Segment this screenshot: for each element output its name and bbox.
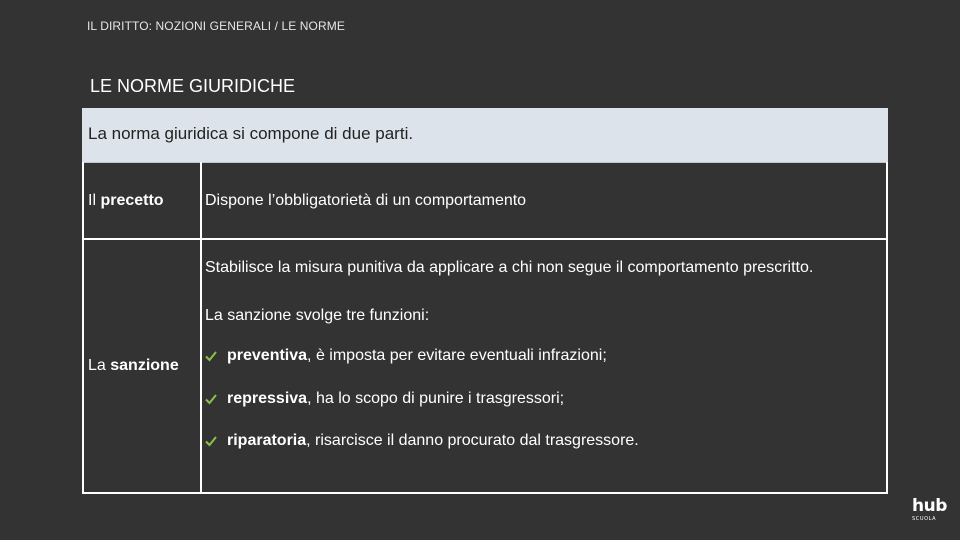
table-row-precetto bbox=[82, 162, 888, 240]
logo-main-text: hub bbox=[912, 496, 947, 516]
sanzione-text-1: Stabilisce la misura punitiva da applicare a chi non segue il comportamento prescritto. bbox=[205, 259, 814, 276]
precetto-label bbox=[88, 192, 164, 210]
function-description: , ha lo scopo di punire i trasgressori; bbox=[307, 390, 565, 407]
precetto-label-prefix: Il bbox=[88, 192, 101, 209]
sanzione-label-prefix: La bbox=[88, 357, 111, 374]
check-icon bbox=[204, 392, 218, 406]
table-row-sanzione bbox=[82, 240, 888, 494]
function-name: preventiva bbox=[227, 347, 308, 364]
breadcrumb: IL DIRITTO: NOZIONI GENERALI / LE NORME bbox=[87, 19, 345, 33]
norma-table bbox=[82, 108, 888, 494]
function-description: , risarcisce il danno procurato dal trasgressore. bbox=[306, 432, 639, 449]
list-item bbox=[204, 390, 564, 408]
precetto-label-bold: precetto bbox=[100, 192, 164, 209]
logo-sub-text: SCUOLA bbox=[912, 516, 937, 522]
column-divider bbox=[200, 162, 202, 238]
column-divider bbox=[200, 240, 202, 492]
table-header bbox=[82, 108, 888, 163]
hub-scuola-logo bbox=[912, 498, 946, 526]
sanzione-text-2: La sanzione svolge tre funzioni: bbox=[205, 307, 430, 324]
list-item bbox=[204, 347, 607, 365]
check-icon bbox=[204, 434, 218, 448]
sanzione-label-bold: sanzione bbox=[110, 357, 179, 374]
page-title: LE NORME GIURIDICHE bbox=[90, 76, 296, 96]
function-name: riparatoria bbox=[227, 432, 307, 449]
table-header-text: La norma giuridica si compone di due parti. bbox=[88, 124, 414, 143]
precetto-text: Dispone l’obbligatorietà di un comportamento bbox=[205, 192, 527, 209]
sanzione-label bbox=[88, 357, 179, 375]
function-description: , è imposta per evitare eventuali infrazioni; bbox=[307, 347, 607, 364]
list-item bbox=[204, 432, 639, 450]
function-name: repressiva bbox=[227, 390, 308, 407]
check-icon bbox=[204, 349, 218, 363]
